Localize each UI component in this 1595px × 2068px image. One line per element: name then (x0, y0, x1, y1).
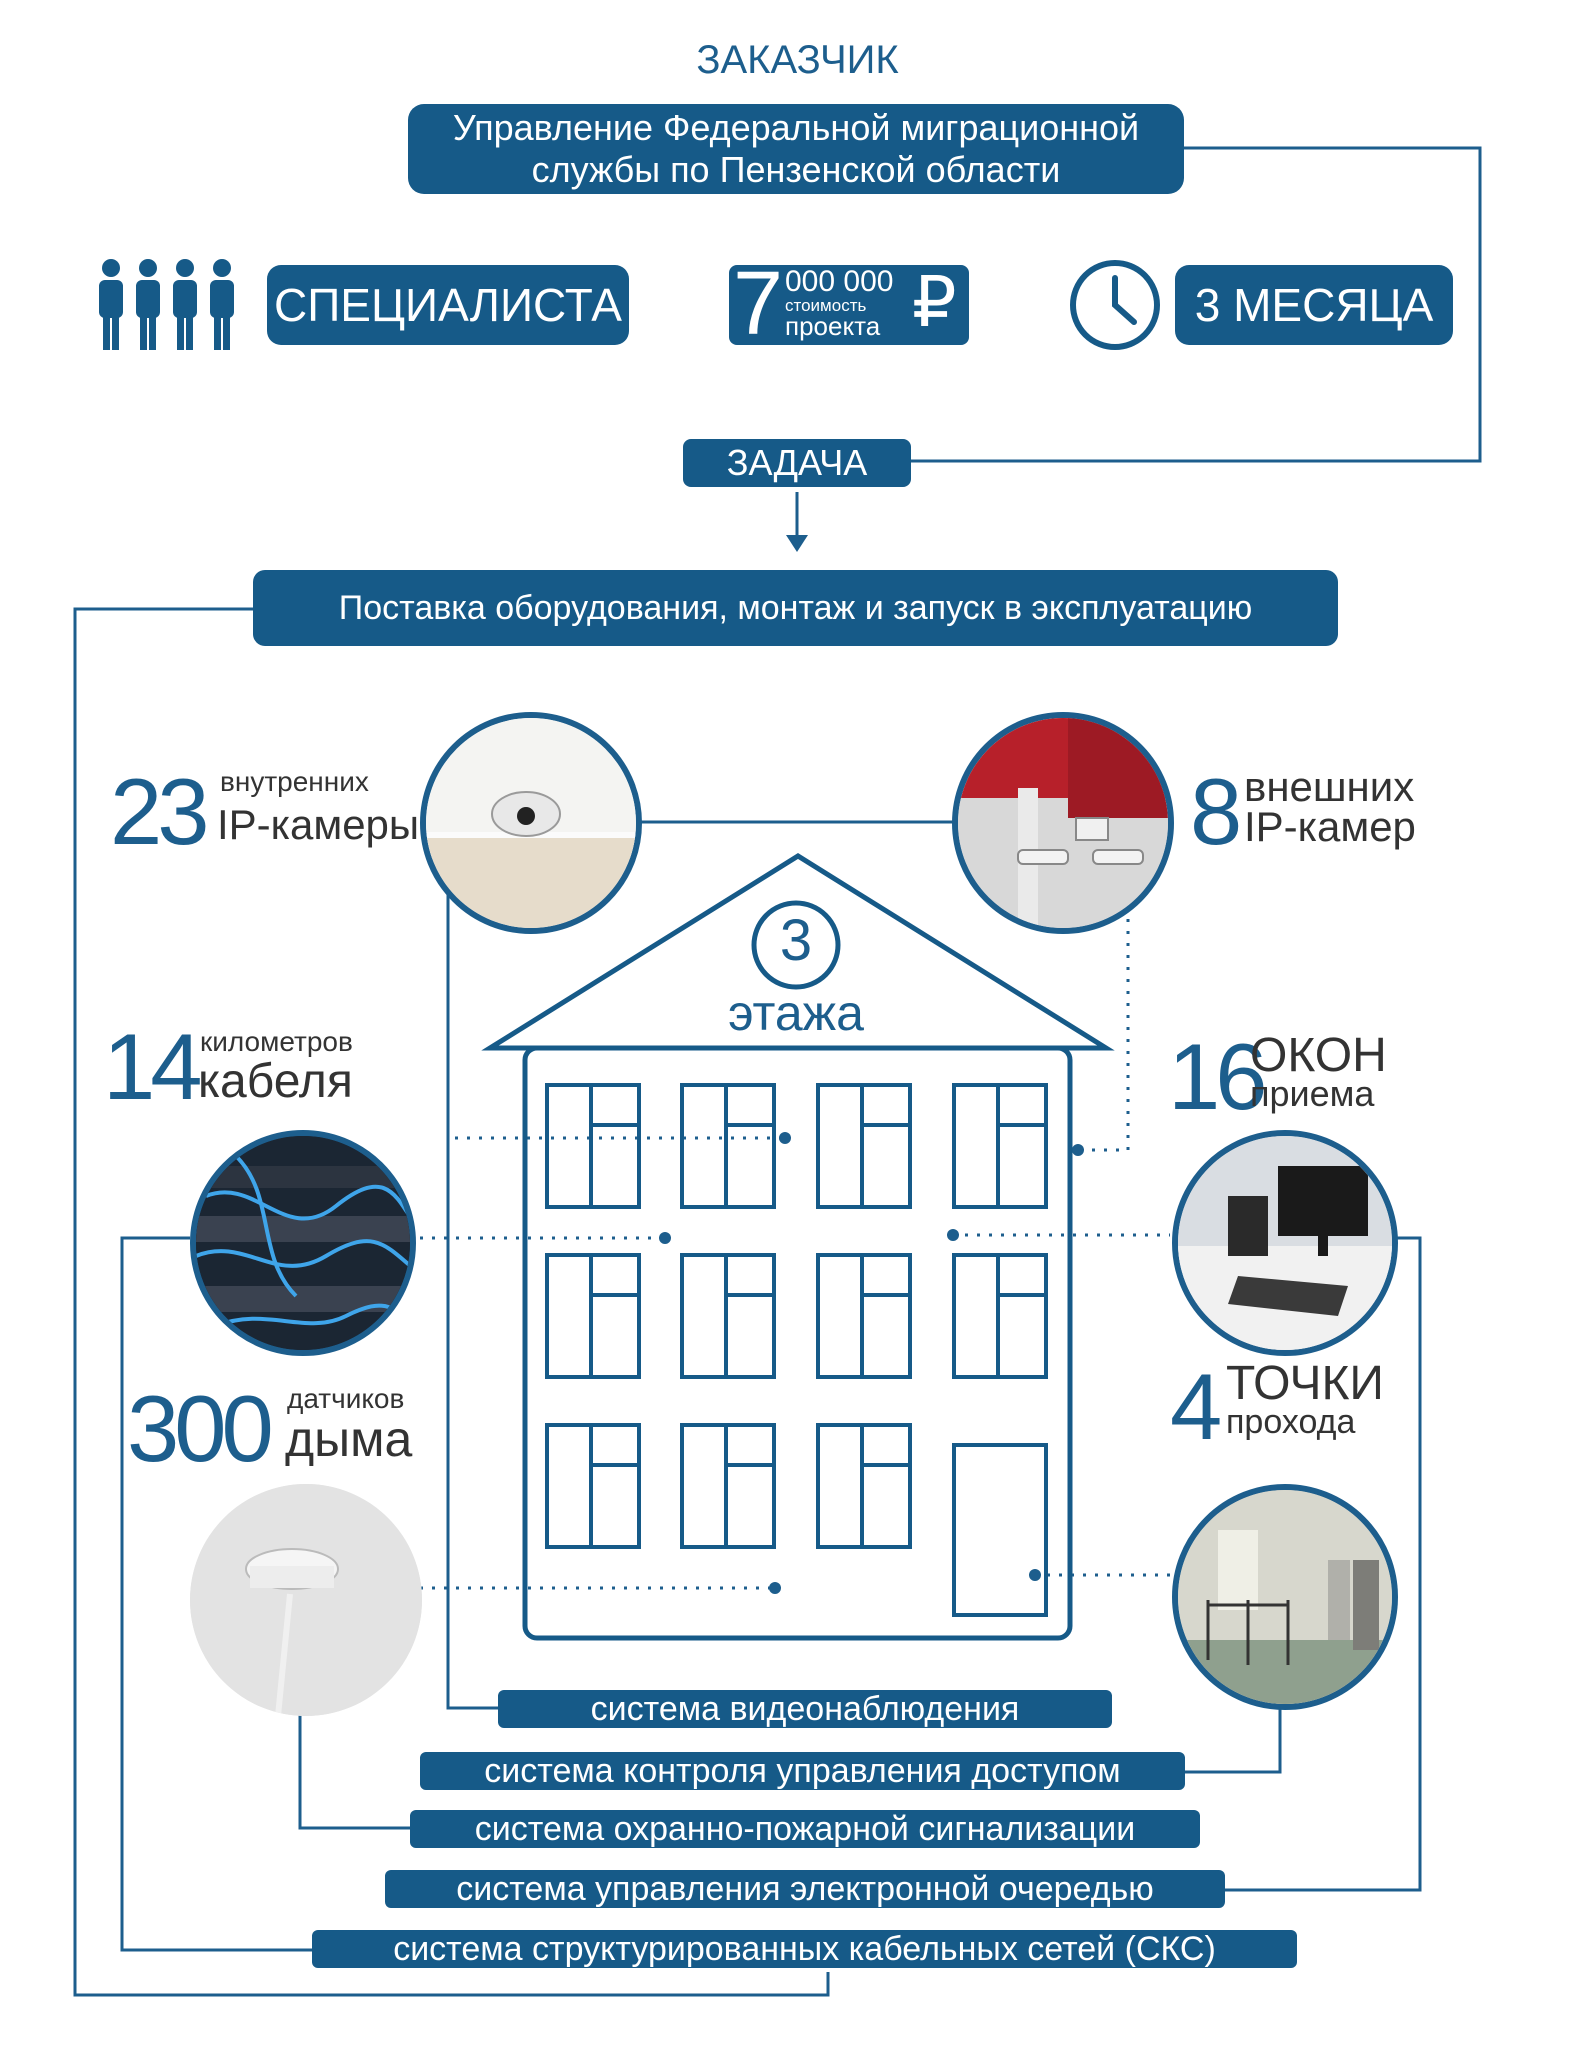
smoke-detector-photo (190, 1484, 422, 1716)
windows-number: 16 (1168, 1024, 1263, 1129)
turnstile-photo (1172, 1484, 1398, 1710)
outdoor-cameras-number: 8 (1190, 759, 1238, 864)
system-video: система видеонаблюдения (498, 1690, 1112, 1728)
access-points-bottom: прохода (1226, 1403, 1356, 1441)
ruble-icon: ₽ (912, 263, 957, 341)
cable-number: 14 (103, 1014, 198, 1119)
people-icon (95, 258, 245, 350)
task-label: ЗАДАЧА (683, 439, 911, 487)
cost-digit: 7 (733, 254, 784, 354)
cost-caption-1: стоимость (785, 296, 867, 315)
outdoor-cameras-top: внешних (1244, 763, 1415, 810)
client-line-2: службы по Пензенской области (531, 149, 1061, 190)
clock-icon (1068, 258, 1162, 352)
cable-rack-photo (190, 1130, 416, 1356)
cost-badge (729, 254, 969, 354)
client-line-1: Управление Федеральной миграционной (452, 107, 1140, 148)
duration-badge: 3 МЕСЯЦА (1175, 265, 1453, 345)
indoor-camera-photo (420, 712, 642, 934)
specialists-badge: СПЕЦИАЛИСТА (267, 265, 629, 345)
access-points-number: 4 (1170, 1354, 1218, 1459)
outdoor-cameras-bottom: IP-камер (1244, 803, 1416, 850)
indoor-cameras-top: внутренних (220, 766, 369, 797)
cable-bottom: кабеля (198, 1055, 353, 1108)
page-title: ЗАКАЗЧИК (696, 38, 899, 82)
system-access-control: система контроля управления доступом (420, 1752, 1185, 1790)
cost-amount: 000 000 (785, 265, 894, 298)
cost-caption-2: проекта (785, 311, 881, 341)
windows-bottom: приема (1250, 1073, 1375, 1114)
outdoor-camera-photo (952, 712, 1174, 934)
smoke-number: 300 (127, 1376, 269, 1481)
windows-top: ОКОН (1250, 1029, 1387, 1082)
floors-number: 3 (779, 908, 813, 973)
system-fire-alarm: система охранно-пожарной сигнализации (410, 1810, 1200, 1848)
task-description: Поставка оборудования, монтаж и запуск в эксплуатацию (253, 570, 1338, 646)
indoor-cameras-bottom: IP-камеры (217, 801, 420, 848)
smoke-bottom: дыма (285, 1411, 413, 1467)
indoor-cameras-number: 23 (110, 759, 205, 864)
smoke-top: датчиков (287, 1383, 405, 1414)
cable-top: километров (200, 1026, 353, 1057)
reception-desk-photo (1172, 1130, 1398, 1356)
smoke-detector-icon (190, 1484, 422, 1716)
access-points-top: ТОЧКИ (1226, 1357, 1384, 1410)
client-box (408, 104, 1184, 194)
system-scs: система структурированных кабельных сетей (СКС) (312, 1930, 1297, 1968)
floors-label: этажа (728, 985, 864, 1041)
system-e-queue: система управления электронной очередью (385, 1870, 1225, 1908)
